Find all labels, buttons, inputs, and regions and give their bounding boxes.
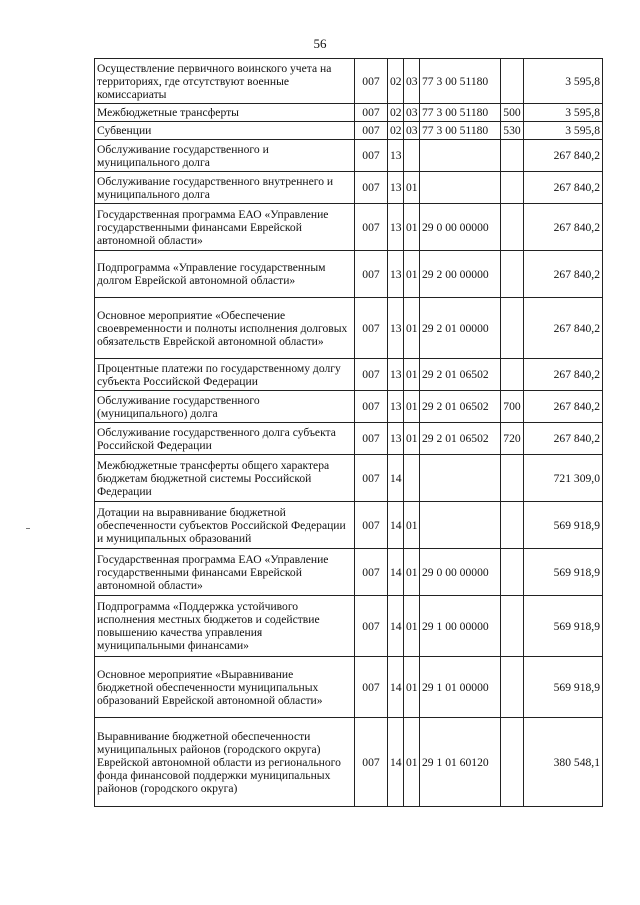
row-name: Государственная программа ЕАО «Управление государственными финансами Еврейской автономной области» [95,204,355,251]
table-row [95,423,603,455]
row-amount: 380 548,1 [524,718,603,807]
row-expense-type-code [501,298,524,359]
row-amount: 267 840,2 [524,172,603,204]
table-row [95,359,603,391]
row-target-article-code: 77 3 00 51180 [420,122,501,140]
row-subsection-code: 03 [404,122,420,140]
row-subsection-code: 01 [404,204,420,251]
table-row [95,59,603,104]
row-ministry-code: 007 [355,391,388,423]
row-ministry-code: 007 [355,122,388,140]
row-name: Основное мероприятие «Выравнивание бюджетной обеспеченности муниципальных образований Еврейской автономной области» [95,657,355,718]
row-ministry-code: 007 [355,104,388,122]
row-amount: 267 840,2 [524,251,603,298]
row-section-code: 13 [388,423,404,455]
row-ministry-code: 007 [355,596,388,657]
row-expense-type-code: 500 [501,104,524,122]
table-row [95,251,603,298]
row-target-article-code: 29 2 01 00000 [420,298,501,359]
row-amount: 721 309,0 [524,455,603,502]
row-name: Процентные платежи по государственному долгу субъекта Российской Федерации [95,359,355,391]
row-section-code: 14 [388,718,404,807]
row-target-article-code: 77 3 00 51180 [420,104,501,122]
page-number: 56 [313,36,327,51]
row-ministry-code: 007 [355,172,388,204]
row-target-article-code [420,455,501,502]
row-target-article-code: 29 2 00 00000 [420,251,501,298]
row-ministry-code: 007 [355,455,388,502]
table-row [95,172,603,204]
row-subsection-code: 01 [404,718,420,807]
row-name: Обслуживание государственного (муниципального) долга [95,391,355,423]
table-row [95,204,603,251]
row-ministry-code: 007 [355,657,388,718]
row-expense-type-code: 530 [501,122,524,140]
row-subsection-code: 01 [404,549,420,596]
row-section-code: 02 [388,104,404,122]
row-ministry-code: 007 [355,718,388,807]
row-ministry-code: 007 [355,140,388,172]
row-section-code: 02 [388,59,404,104]
row-subsection-code: 01 [404,359,420,391]
row-subsection-code: 03 [404,59,420,104]
row-target-article-code: 29 0 00 00000 [420,204,501,251]
table-row [95,140,603,172]
row-ministry-code: 007 [355,298,388,359]
row-name: Обслуживание государственного долга субъекта Российской Федерации [95,423,355,455]
row-name: Дотации на выравнивание бюджетной обеспеченности субъектов Российской Федерации и муниципальных образований [95,502,355,549]
row-target-article-code: 77 3 00 51180 [420,59,501,104]
row-target-article-code: 29 2 01 06502 [420,359,501,391]
row-name: Основное мероприятие «Обеспечение своевременности и полноты исполнения долговых обязательств Еврейской автономной области» [95,298,355,359]
row-expense-type-code [501,59,524,104]
table-row [95,549,603,596]
row-section-code: 14 [388,455,404,502]
row-subsection-code [404,455,420,502]
row-subsection-code: 01 [404,391,420,423]
budget-table-body [95,59,603,807]
row-name: Субвенции [95,122,355,140]
row-ministry-code: 007 [355,502,388,549]
row-amount: 569 918,9 [524,596,603,657]
row-name: Межбюджетные трансферты [95,104,355,122]
row-amount: 267 840,2 [524,140,603,172]
row-subsection-code: 01 [404,251,420,298]
row-expense-type-code [501,502,524,549]
row-target-article-code: 29 2 01 06502 [420,423,501,455]
scan-margin-mark [26,528,30,529]
row-ministry-code: 007 [355,204,388,251]
row-subsection-code: 01 [404,657,420,718]
row-target-article-code [420,140,501,172]
row-target-article-code [420,172,501,204]
row-ministry-code: 007 [355,549,388,596]
row-name: Осуществление первичного воинского учета на территориях, где отсутствуют военные комиссариаты [95,59,355,104]
row-target-article-code: 29 1 01 00000 [420,657,501,718]
row-subsection-code: 01 [404,596,420,657]
row-expense-type-code [501,657,524,718]
row-section-code: 14 [388,549,404,596]
row-subsection-code: 03 [404,104,420,122]
row-section-code: 14 [388,596,404,657]
row-target-article-code: 29 2 01 06502 [420,391,501,423]
row-subsection-code [404,140,420,172]
row-amount: 3 595,8 [524,104,603,122]
row-amount: 569 918,9 [524,502,603,549]
row-subsection-code: 01 [404,298,420,359]
row-amount: 267 840,2 [524,204,603,251]
row-subsection-code: 01 [404,502,420,549]
row-section-code: 13 [388,391,404,423]
row-name: Обслуживание государственного и муниципального долга [95,140,355,172]
row-expense-type-code: 700 [501,391,524,423]
row-amount: 267 840,2 [524,423,603,455]
row-expense-type-code [501,140,524,172]
row-target-article-code: 29 1 00 00000 [420,596,501,657]
row-expense-type-code [501,172,524,204]
row-section-code: 02 [388,122,404,140]
row-expense-type-code [501,549,524,596]
row-ministry-code: 007 [355,251,388,298]
row-target-article-code: 29 0 00 00000 [420,549,501,596]
row-section-code: 13 [388,298,404,359]
table-row [95,298,603,359]
table-row [95,718,603,807]
table-row [95,104,603,122]
row-amount: 267 840,2 [524,391,603,423]
row-subsection-code: 01 [404,172,420,204]
row-name: Подпрограмма «Поддержка устойчивого исполнения местных бюджетов и содействие повышению качества управления муниципальными финансами» [95,596,355,657]
row-target-article-code [420,502,501,549]
row-section-code: 14 [388,657,404,718]
row-expense-type-code [501,251,524,298]
row-expense-type-code [501,204,524,251]
row-name: Государственная программа ЕАО «Управление государственными финансами Еврейской автономной области» [95,549,355,596]
row-name: Обслуживание государственного внутреннего и муниципального долга [95,172,355,204]
row-amount: 3 595,8 [524,59,603,104]
row-amount: 569 918,9 [524,549,603,596]
row-section-code: 13 [388,251,404,298]
row-section-code: 13 [388,172,404,204]
budget-table [94,58,603,807]
row-section-code: 14 [388,502,404,549]
row-name: Межбюджетные трансферты общего характера бюджетам бюджетной системы Российской Федерации [95,455,355,502]
row-expense-type-code [501,596,524,657]
table-row [95,122,603,140]
row-section-code: 13 [388,359,404,391]
row-amount: 569 918,9 [524,657,603,718]
table-row [95,502,603,549]
row-amount: 267 840,2 [524,359,603,391]
row-ministry-code: 007 [355,59,388,104]
row-subsection-code: 01 [404,423,420,455]
row-ministry-code: 007 [355,423,388,455]
table-row [95,596,603,657]
row-section-code: 13 [388,140,404,172]
row-section-code: 13 [388,204,404,251]
row-amount: 267 840,2 [524,298,603,359]
row-name: Подпрограмма «Управление государственным долгом Еврейской автономной области» [95,251,355,298]
row-expense-type-code [501,455,524,502]
table-row [95,455,603,502]
row-expense-type-code [501,359,524,391]
table-row [95,657,603,718]
row-amount: 3 595,8 [524,122,603,140]
table-row [95,391,603,423]
row-name: Выравнивание бюджетной обеспеченности муниципальных районов (городского округа) Еврейской автономной области из регионального фонда финансовой поддержки муниципальных районов (городского округа) [95,718,355,807]
row-expense-type-code: 720 [501,423,524,455]
row-ministry-code: 007 [355,359,388,391]
row-target-article-code: 29 1 01 60120 [420,718,501,807]
row-expense-type-code [501,718,524,807]
